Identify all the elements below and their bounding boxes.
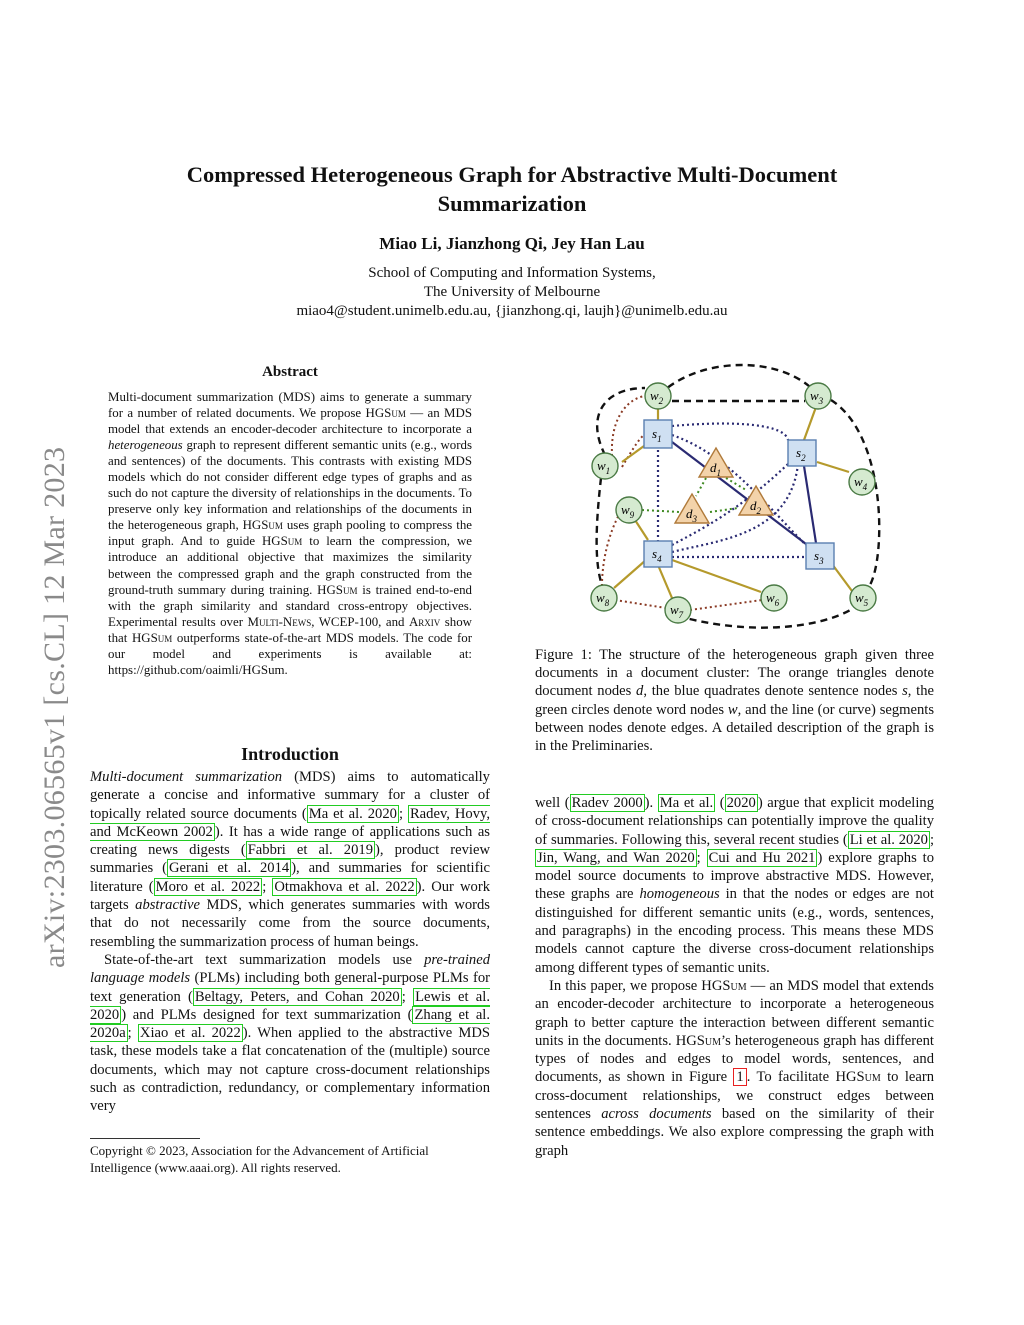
document-nodes: [675, 448, 773, 524]
citation-link[interactable]: Moro et al. 2022: [155, 878, 261, 895]
word-node-w1-label: $w_1$: [597, 458, 611, 476]
word-node-w2-label: $w_2$: [650, 388, 664, 406]
document-node-d1: [699, 448, 733, 478]
citation-link[interactable]: Xiao et al. 2022: [139, 1025, 241, 1042]
edge-s2-s3: [804, 466, 816, 543]
word-node-w2: [645, 383, 671, 409]
abstract-text: Multi-document summarization (MDS) aims to generate a summary for a number of related documents. We propose HGSum — an MDS model that extends an encoder-decoder architecture to incorporate a heterogeneous graph to represent different semantic units (e.g., words and sentences) of the documents. This contrasts with existing MDS models which do not consider different edge types of graphs and as such do not capture the diversity of relationships in the documents. To preserve only key information and relationships of the documents in the heterogeneous graph, HGSum uses graph pooling to compress the input graph. And to guide HGSum to learn the compression, we introduce an additional objective that maximizes the similarity between the compressed graph and the graph constructed from the ground-truth summary during training. HGSum is trained end-to-end with the graph similarity and standard cross-entropy objectives. Experimental results over Multi-News, WCEP-100, and Arxiv show that HGSum outperforms state-of-the-art MDS models. The code for our model and experiments is available at: https://github.com/oaimli/HGSum.: [108, 390, 473, 677]
document-node-d3: [675, 494, 709, 524]
sentence-node-s4: [644, 541, 672, 567]
document-node-d2: [739, 486, 773, 516]
sentence-node-s1-label: $s_1$: [652, 426, 662, 444]
document-node-d3-label: $d_3$: [686, 506, 697, 524]
edge-s2-w4: [817, 462, 849, 472]
sentence-node-s1: [644, 420, 672, 448]
word-node-w6-label: $w_6$: [766, 590, 780, 608]
word-node-w5: [850, 585, 876, 611]
citation-link[interactable]: Lewis et al. 2020: [90, 988, 490, 1023]
paper-authors: Miao Li, Jianzhong Qi, Jey Han Lau: [379, 234, 645, 253]
word-node-w9: [616, 497, 642, 523]
edge-w1-w2-dotted: [612, 396, 645, 456]
abstract-heading: Abstract: [262, 364, 318, 380]
affiliation-line-1: School of Computing and Information Systems,: [368, 265, 656, 281]
word-node-w7: [665, 597, 691, 623]
edge-w1-s1-dotted: [622, 435, 644, 467]
edge-w8-w9-dotted: [602, 510, 622, 586]
word-node-w1: [592, 453, 618, 479]
citation-link[interactable]: Gerani et al. 2014: [168, 860, 290, 877]
introduction-heading: Introduction: [241, 744, 339, 764]
word-node-w6: [761, 585, 787, 611]
footnote-divider: [90, 1138, 200, 1139]
intro-paragraph-2: State-of-the-art text summarization models use pre-trained language models (PLMs) including both general-purpose PLMs for text generation ( Beltagy, Peters, and Cohan 2020 ; Lewis et al. 2020 ) and PLMs designed for text summarization ( Zhang et al. 2020a ; Xiao et al. 2022 ). When applied to the abstractive MDS task, these models take a flat concatenation of the (multiple) source documents, which may not capture cross-document relationships such as contradiction, redundancy, or complementary information very: [90, 951, 490, 1115]
word-node-w3-label: $w_3$: [810, 388, 824, 406]
figure-1-caption: Figure 1: The structure of the heterogeneous graph given three documents in a document cluster: The orange triangles denote document nodes d, the blue quadrates denote sentence nodes s, the green circles denote word nodes w, and the line (or curve) segments between nodes denote edges. A detailed description of the graph is in the Preliminaries.: [535, 647, 935, 755]
right-paragraph-1: well ( Radev 2000 ). Ma et al. ( 2020 ) argue that explicit modeling of cross-document relationships can potentially improve the quality of summaries. Following this, several recent studies ( Li et al. 2020 ; Jin, Wang, and Wan 2020 ; Cui and Hu 2021 ) explore graphs to model source documents to improve abstractive MDS. However, these graphs are homogeneous in that the nodes or edges are not distinguished for different semantic units (e.g., words, sentences, and paragraphs) in the encoding process. This means these MDS models cannot capture the diverse cross-document relationships among different types of semantic units.: [535, 795, 935, 976]
edge-s4-w8: [614, 560, 646, 588]
edge-s3-w5: [832, 564, 852, 591]
citation-link[interactable]: Cui and Hu 2021: [708, 849, 816, 866]
edge-w9-s4: [635, 520, 648, 540]
word-sentence-dotted-edges: [602, 396, 645, 586]
citation-link[interactable]: Li et al. 2020: [849, 831, 928, 848]
word-word-edges: [597, 365, 880, 628]
citation-link[interactable]: 2020: [726, 795, 756, 811]
edge-w9-d3: [642, 510, 680, 512]
word-node-w4-label: $w_4$: [854, 474, 868, 492]
citation-link[interactable]: Jin, Wang, and Wan 2020: [537, 849, 695, 866]
sentence-nodes: [644, 420, 834, 569]
word-nodes: [591, 383, 876, 623]
citation-link[interactable]: Radev 2000: [571, 795, 643, 811]
edge-w2-w3: [659, 365, 818, 395]
word-node-w8: [591, 585, 617, 611]
word-node-w7-label: $w_7$: [670, 602, 684, 620]
citation-link[interactable]: Otmakhova et al. 2022: [274, 878, 415, 895]
paper-title: [100, 160, 924, 218]
citation-link[interactable]: Ma et al.: [659, 795, 714, 811]
edge-w1-w8: [597, 478, 602, 585]
citation-link[interactable]: Beltagy, Peters, and Cohan 2020: [194, 988, 400, 1005]
citation-link[interactable]: Zhang et al. 2020a: [90, 1006, 490, 1042]
document-node-d1-label: $d_1$: [710, 460, 721, 478]
heterogeneous-graph-figure: [580, 360, 890, 636]
sentence-node-s4-label: $s_4$: [652, 546, 662, 564]
author-emails: miao4@student.unimelb.edu.au, {jianzhong.qi, laujh}@unimelb.edu.au: [296, 303, 728, 319]
document-node-d2-label: $d_2$: [750, 498, 761, 516]
edge-d1-d3: [696, 478, 706, 496]
edge-s4-w7: [658, 565, 672, 598]
edge-s1-s2: [672, 424, 788, 440]
citation-link[interactable]: Fabbri et al. 2019: [247, 842, 373, 859]
edge-w3-s2: [804, 407, 816, 440]
intro-paragraph-1: Multi-document summarization (MDS) aims to automatically generate a concise and informative summary for a cluster of topically related source documents ( Ma et al. 2020 ; Radev, Hovy, and McKeown 2002 ). It has a wide range of applications such as creating news digests ( Fabbri et al. 2019 ), product review summaries ( Gerani et al. 2014 ), and summaries for scientific literature ( Moro et al. 2022 ; Otmakhova et al. 2022 ). Our work targets abstractive MDS, which generates summaries with words that do not necessarily come from the source documents, resembling the summarization process of human beings.: [90, 769, 491, 950]
edge-w7-w6: [690, 600, 762, 610]
arxiv-identifier: arXiv:2303.06565v1 [cs.CL] 12 Mar 2023: [38, 446, 71, 968]
figure-reference-link[interactable]: 1: [733, 1068, 746, 1086]
left-column-body: [90, 768, 490, 1116]
affiliation-block: [100, 264, 924, 321]
sentence-node-s3: [806, 543, 834, 569]
citation-link[interactable]: Radev, Hovy, and McKeown 2002: [90, 805, 491, 840]
copyright-footnote: Copyright © 2023, Association for the Advancement of Artificial Intelligence (www.aaai.org). All rights reserved.: [90, 1143, 429, 1175]
edge-w1-w2: [597, 388, 645, 455]
right-column-body: [535, 794, 934, 1160]
word-node-w9-label: $w_9$: [621, 502, 635, 520]
title-line-2: Summarization: [437, 191, 587, 216]
edge-w7-w5: [678, 609, 852, 628]
sentence-node-s2-label: $s_2$: [796, 445, 806, 463]
right-paragraph-2: In this paper, we propose HGSum — an MDS model that extends an encoder-decoder architecture to incorporate a heterogeneous graph to better capture the interaction between different semantic units in the documents. HGSum’s heterogeneous graph has different types of nodes and edges to model words, sentences, and documents, as shown in Figure 1 . To facilitate HGSum to learn cross-document relationships, we construct edges between sentences across documents based on the similarity of their sentence embeddings. We also explore compressing the graph with graph: [535, 977, 934, 1159]
sentence-node-s2: [788, 440, 816, 466]
word-node-w3: [805, 383, 831, 409]
word-node-w4: [849, 469, 875, 495]
edge-w8-w7: [615, 600, 666, 608]
affiliation-line-2: The University of Melbourne: [423, 284, 601, 300]
sentence-node-s3-label: $s_3$: [814, 548, 824, 566]
edge-d1-d2: [726, 478, 746, 490]
edge-s4-w6: [672, 560, 761, 592]
word-node-w5-label: $w_5$: [855, 590, 869, 608]
citation-link[interactable]: Ma et al. 2020: [308, 805, 397, 822]
title-line-1: Compressed Heterogeneous Graph for Abstractive Multi-Document: [186, 162, 838, 187]
word-node-w8-label: $w_8$: [596, 590, 610, 608]
